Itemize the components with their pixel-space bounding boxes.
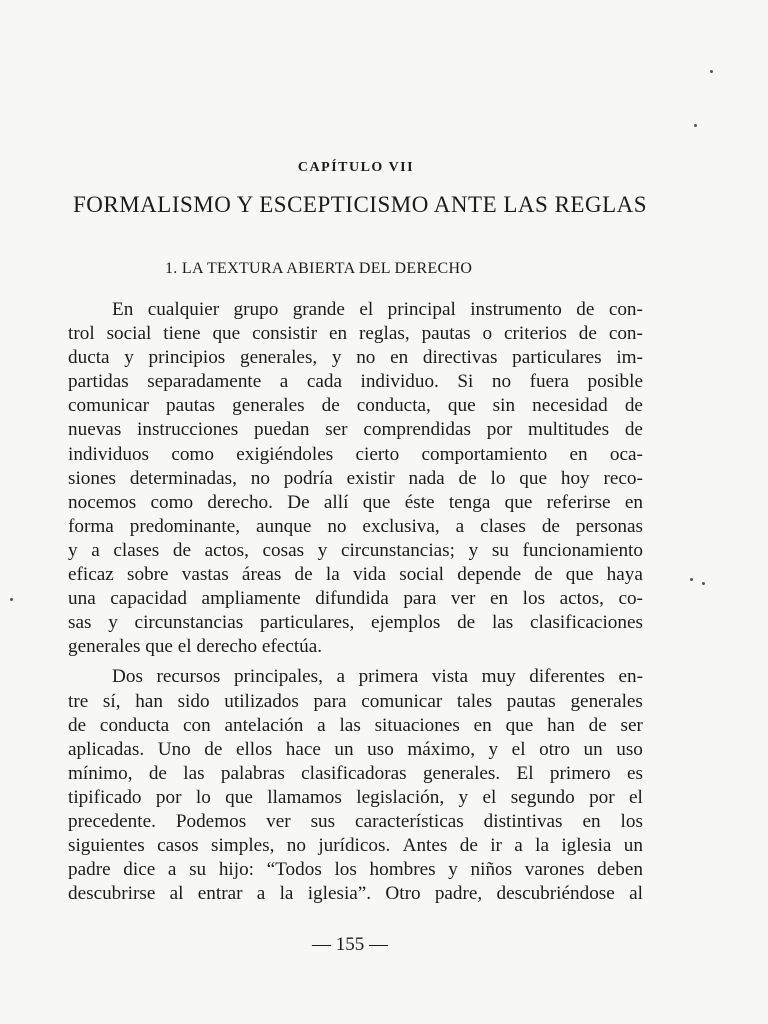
text-line: Dos recursos principales, a primera vista muy diferentes en- (112, 666, 643, 688)
text-line: forma predominante, aunque no exclusiva, a clases de personas (68, 515, 643, 537)
text-line: descubrirse al entrar a la iglesia”. Otro padre, descubriéndose al (68, 883, 643, 905)
text-line: tre sí, han sido utilizados para comunicar tales pautas generales (68, 690, 643, 712)
text-line: nuevas instrucciones puedan ser comprendidas por multitudes de (68, 419, 643, 441)
chapter-heading: CAPÍTULO VII (297, 160, 415, 175)
text-line: una capacidad ampliamente difundida para ver en los actos, co- (68, 588, 643, 610)
text-line: de conducta con antelación a las situaciones en que han de ser (68, 714, 643, 736)
text-line: nocemos como derecho. De allí que éste tenga que referirse en (68, 491, 643, 513)
scan-speck (10, 598, 13, 601)
scan-speck (690, 578, 693, 581)
scan-speck (710, 70, 713, 73)
text-line: individuos como exigiéndoles cierto comportamiento en oca- (68, 443, 643, 465)
text-line: generales que el derecho efectúa. (68, 636, 323, 658)
text-line: padre dice a su hijo: “Todos los hombres y niños varones deben (68, 859, 643, 881)
text-line: siones determinadas, no podría existir nada de lo que hoy reco- (68, 467, 643, 489)
text-line: mínimo, de las palabras clasificadoras generales. El primero es (68, 762, 643, 784)
chapter-title: FORMALISMO Y ESCEPTICISMO ANTE LAS REGLAS (72, 192, 648, 217)
section-heading: 1. LA TEXTURA ABIERTA DEL DERECHO (165, 260, 473, 277)
page-number: — 155 — (312, 934, 388, 955)
text-line: aplicadas. Uno de ellos hace un uso máximo, y el otro un uso (68, 738, 643, 760)
text-line: ducta y principios generales, y no en directivas particulares im- (68, 347, 643, 369)
text-line: tipificado por lo que llamamos legislación, y el segundo por el (68, 786, 643, 808)
text-line: siguientes casos simples, no jurídicos. Antes de ir a la iglesia un (68, 835, 643, 857)
text-line: trol social tiene que consistir en reglas, pautas o criterios de con- (68, 323, 643, 345)
scan-speck (702, 582, 705, 585)
text-line: eficaz sobre vastas áreas de la vida social depende de que haya (68, 564, 643, 586)
scan-speck (694, 124, 697, 127)
text-line: y a clases de actos, cosas y circunstancias; y su funcionamiento (68, 539, 643, 561)
text-line: partidas separadamente a cada individuo. Si no fuera posible (68, 371, 643, 393)
text-line: comunicar pautas generales de conducta, que sin necesidad de (68, 395, 643, 417)
text-line: sas y circunstancias particulares, ejemplos de las clasificaciones (68, 612, 643, 634)
body-text (68, 298, 643, 906)
text-line: precedente. Podemos ver sus características distintivas en los (68, 810, 643, 832)
text-line: En cualquier grupo grande el principal instrumento de con- (112, 299, 643, 320)
